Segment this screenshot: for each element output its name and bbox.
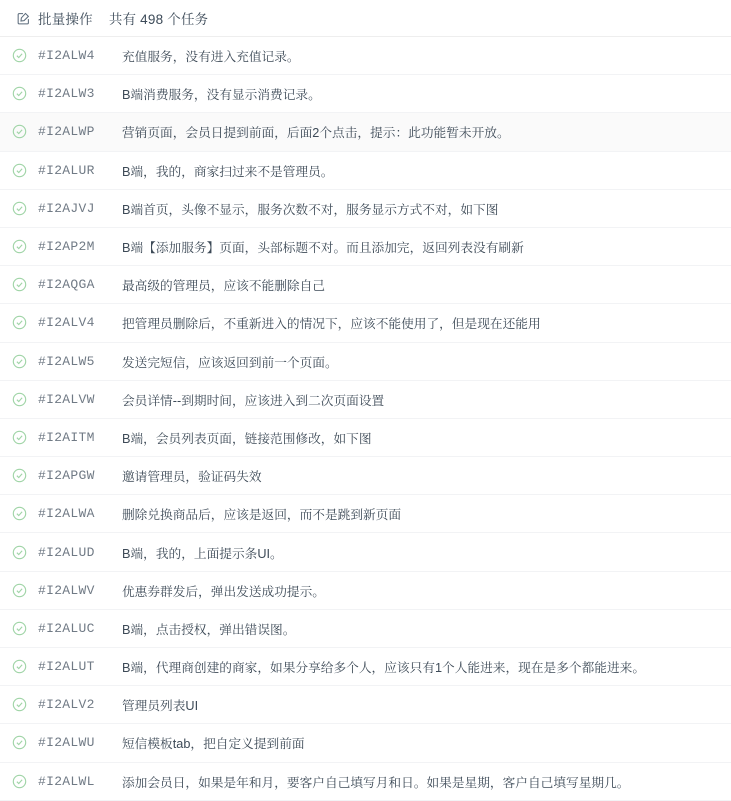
check-circle-icon[interactable] bbox=[12, 468, 27, 483]
task-row[interactable] bbox=[0, 533, 731, 571]
task-title: B端，代理商创建的商家，如果分享给多个人，应该只有1个人能进来，现在是多个都能进来。 bbox=[122, 661, 646, 676]
task-id: #I2APGW bbox=[38, 468, 95, 484]
task-id: #I2ALVW bbox=[38, 391, 95, 407]
task-row[interactable] bbox=[0, 113, 731, 151]
check-circle-icon[interactable] bbox=[12, 506, 27, 521]
check-circle-icon[interactable] bbox=[12, 545, 27, 560]
task-id: #I2ALW5 bbox=[38, 353, 95, 369]
check-circle-icon[interactable] bbox=[12, 124, 27, 139]
task-title: B端，我的，上面提示条UI。 bbox=[122, 546, 283, 561]
task-id: #I2AP2M bbox=[38, 239, 95, 255]
task-title: 短信模板tab，把自定义提到前面 bbox=[122, 737, 305, 752]
task-row[interactable] bbox=[0, 228, 731, 266]
check-circle-icon[interactable] bbox=[12, 277, 27, 292]
task-row[interactable] bbox=[0, 648, 731, 686]
task-title: B端，我的，商家扫过来不是管理员。 bbox=[122, 164, 334, 179]
check-circle-icon[interactable] bbox=[12, 774, 27, 789]
task-title: B端，点击授权，弹出错误图。 bbox=[122, 622, 296, 637]
task-id: #I2ALWL bbox=[38, 773, 95, 789]
task-row[interactable] bbox=[0, 190, 731, 228]
task-title: 最高级的管理员，应该不能删除自己 bbox=[122, 279, 325, 294]
task-title: 把管理员删除后，不重新进入的情况下，应该不能使用了，但是现在还能用 bbox=[122, 317, 541, 332]
task-title: 优惠券群发后，弹出发送成功提示。 bbox=[122, 584, 325, 599]
task-row[interactable] bbox=[0, 75, 731, 113]
check-circle-icon[interactable] bbox=[12, 430, 27, 445]
task-title: B端首页，头像不显示，服务次数不对，服务显示方式不对，如下图 bbox=[122, 202, 499, 217]
task-title: B端【添加服务】页面，头部标题不对。而且添加完，返回列表没有刷新 bbox=[122, 241, 524, 256]
task-title: 管理员列表UI bbox=[122, 699, 199, 714]
task-row[interactable] bbox=[0, 572, 731, 610]
task-id: #I2ALUT bbox=[38, 659, 95, 675]
task-id: #I2AITM bbox=[38, 429, 95, 445]
check-circle-icon[interactable] bbox=[12, 163, 27, 178]
check-circle-icon[interactable] bbox=[12, 621, 27, 636]
task-id: #I2ALUC bbox=[38, 620, 95, 636]
task-id: #I2ALV2 bbox=[38, 697, 95, 713]
task-title: 删除兑换商品后，应该是返回，而不是跳到新页面 bbox=[122, 508, 402, 523]
task-id: #I2AJVJ bbox=[38, 200, 95, 216]
task-id: #I2ALUR bbox=[38, 162, 95, 178]
batch-operation-button[interactable] bbox=[16, 8, 93, 28]
check-circle-icon[interactable] bbox=[12, 392, 27, 407]
check-circle-icon[interactable] bbox=[12, 86, 27, 101]
check-circle-icon[interactable] bbox=[12, 735, 27, 750]
task-title: 添加会员日，如果是年和月，要客户自己填写月和日。如果是星期，客户自己填写星期几。 bbox=[122, 775, 630, 790]
task-id: #I2ALWP bbox=[38, 124, 95, 140]
check-circle-icon[interactable] bbox=[12, 659, 27, 674]
task-row[interactable] bbox=[0, 37, 731, 75]
task-title: B端消费服务，没有显示消费记录。 bbox=[122, 88, 321, 103]
task-title: 会员详情--到期时间，应该进入到二次页面设置 bbox=[122, 393, 385, 408]
task-row[interactable] bbox=[0, 304, 731, 342]
task-id: #I2ALV4 bbox=[38, 315, 95, 331]
task-id: #I2ALUD bbox=[38, 544, 95, 560]
task-id: #I2ALWV bbox=[38, 582, 95, 598]
task-row[interactable] bbox=[0, 610, 731, 648]
task-row[interactable] bbox=[0, 457, 731, 495]
task-row[interactable] bbox=[0, 495, 731, 533]
task-row[interactable] bbox=[0, 763, 731, 801]
task-row[interactable] bbox=[0, 152, 731, 190]
task-id: #I2ALWU bbox=[38, 735, 95, 751]
task-title: 营销页面，会员日提到前面，后面2个点击，提示：此功能暂未开放。 bbox=[122, 126, 510, 141]
edit-square-icon bbox=[16, 11, 31, 26]
task-row[interactable] bbox=[0, 266, 731, 304]
task-row[interactable] bbox=[0, 419, 731, 457]
task-row[interactable] bbox=[0, 381, 731, 419]
task-id: #I2ALW3 bbox=[38, 86, 95, 102]
toolbar bbox=[0, 0, 731, 37]
check-circle-icon[interactable] bbox=[12, 354, 27, 369]
task-row[interactable] bbox=[0, 724, 731, 762]
check-circle-icon[interactable] bbox=[12, 239, 27, 254]
batch-operation-label: 批量操作 bbox=[38, 12, 93, 27]
check-circle-icon[interactable] bbox=[12, 48, 27, 63]
check-circle-icon[interactable] bbox=[12, 201, 27, 216]
task-list bbox=[0, 37, 731, 801]
task-count-label: 共有 498 个任务 bbox=[108, 12, 209, 27]
check-circle-icon[interactable] bbox=[12, 697, 27, 712]
task-id: #I2ALW4 bbox=[38, 48, 95, 64]
task-title: 发送完短信，应该返回到前一个页面。 bbox=[122, 355, 338, 370]
check-circle-icon[interactable] bbox=[12, 315, 27, 330]
task-row[interactable] bbox=[0, 686, 731, 724]
task-title: 邀请管理员，验证码失效 bbox=[122, 470, 262, 485]
task-title: 充值服务，没有进入充值记录。 bbox=[122, 50, 300, 65]
task-id: #I2AQGA bbox=[38, 277, 95, 293]
task-title: B端，会员列表页面，链接范围修改，如下图 bbox=[122, 431, 372, 446]
check-circle-icon[interactable] bbox=[12, 583, 27, 598]
task-row[interactable] bbox=[0, 343, 731, 381]
task-id: #I2ALWA bbox=[38, 506, 95, 522]
